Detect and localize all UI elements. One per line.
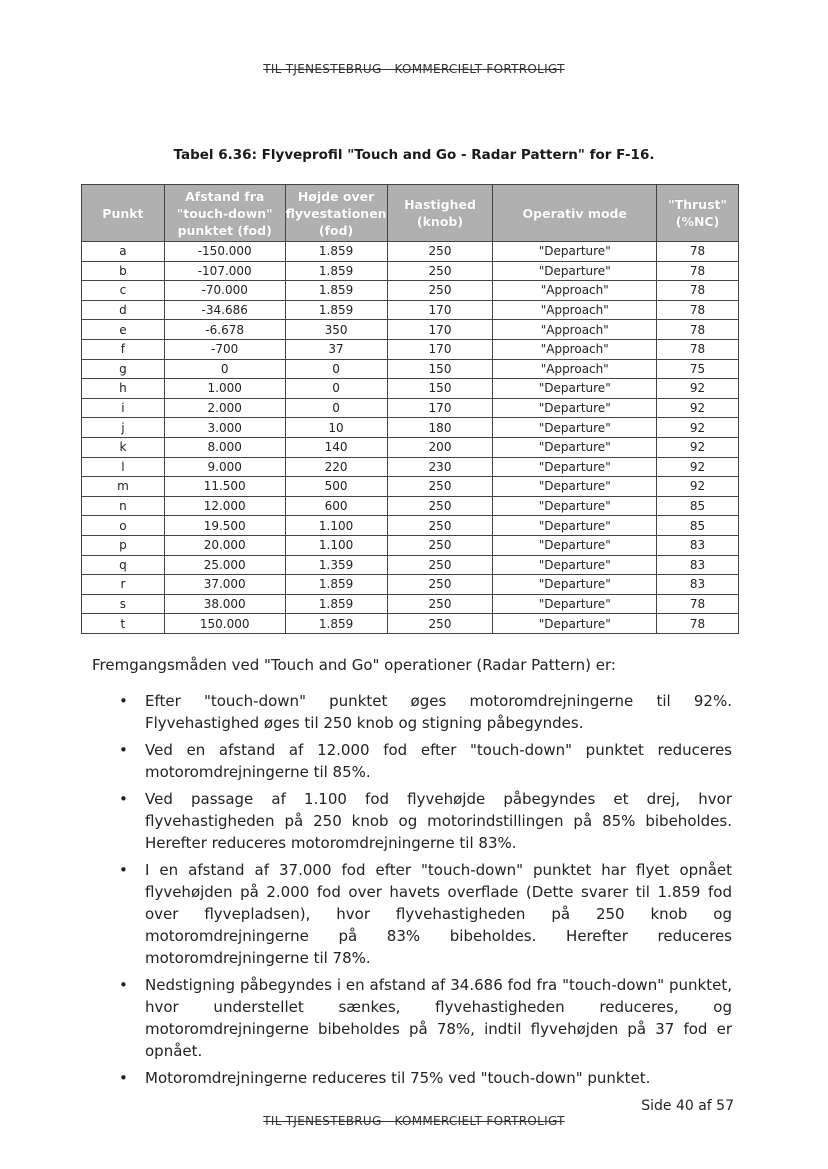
cell-thrust: 92: [657, 457, 739, 477]
cell-hojde: 1.859: [285, 281, 387, 301]
cell-thrust: 83: [657, 575, 739, 595]
cell-hojde: 1.859: [285, 594, 387, 614]
cell-hastighed: 250: [387, 614, 493, 634]
table-row: [82, 496, 739, 516]
cell-hastighed: 150: [387, 359, 493, 379]
cell-punkt: f: [82, 339, 165, 359]
cell-punkt: g: [82, 359, 165, 379]
table-row: [82, 614, 739, 634]
cell-hastighed: 250: [387, 555, 493, 575]
cell-hojde: 600: [285, 496, 387, 516]
cell-operativ-mode: "Departure": [493, 516, 657, 536]
cell-afstand: 38.000: [164, 594, 285, 614]
cell-punkt: n: [82, 496, 165, 516]
cell-hastighed: 180: [387, 418, 493, 438]
cell-operativ-mode: "Departure": [493, 594, 657, 614]
confidentiality-footer: TIL TJENESTEBRUG - KOMMERCIELT FORTROLIGT: [263, 1114, 565, 1128]
cell-thrust: 85: [657, 516, 739, 536]
cell-hastighed: 170: [387, 398, 493, 418]
cell-thrust: 92: [657, 379, 739, 399]
cell-operativ-mode: "Departure": [493, 535, 657, 555]
table-row: [82, 320, 739, 340]
flight-profile-table: [81, 184, 739, 634]
cell-thrust: 78: [657, 614, 739, 634]
cell-thrust: 78: [657, 339, 739, 359]
cell-hojde: 500: [285, 477, 387, 497]
cell-thrust: 92: [657, 418, 739, 438]
cell-afstand: 19.500: [164, 516, 285, 536]
cell-punkt: l: [82, 457, 165, 477]
list-item: [92, 788, 732, 854]
table-row: [82, 516, 739, 536]
cell-afstand: -6.678: [164, 320, 285, 340]
cell-hojde: 350: [285, 320, 387, 340]
bullet-icon: •: [119, 741, 128, 759]
cell-punkt: q: [82, 555, 165, 575]
cell-afstand: 3.000: [164, 418, 285, 438]
cell-thrust: 78: [657, 281, 739, 301]
cell-hastighed: 250: [387, 261, 493, 281]
cell-thrust: 78: [657, 242, 739, 262]
cell-hojde: 1.100: [285, 516, 387, 536]
table-body: [82, 242, 739, 634]
list-item-text: Efter "touch-down" punktet øges motoromdrejningerne til 92%. Flyvehastighed øges til 250 knob og stigning påbegyndes.: [145, 692, 732, 732]
list-item-text: Ved passage af 1.100 fod flyvehøjde påbegyndes et drej, hvor flyvehastigheden på 250 knob og motorindstillingen på 85% bibeholdes. Herefter reduceres motoromdrejningerne til 83%.: [145, 790, 732, 852]
cell-punkt: k: [82, 437, 165, 457]
table-row: [82, 300, 739, 320]
column-header-operativ-mode: Operativ mode: [493, 185, 657, 242]
list-item-text: I en afstand af 37.000 fod efter "touch-down" punktet har flyet opnået flyvehøjden på 2.000 fod over havets overflade (Dette svarer til 1.859 fod over flyvepladsen), hvor flyvehastigheden på 250 knob og motoromdrejningerne på 83% bibeholdes. Herefter reduceres motoromdrejningerne til 78%.: [145, 861, 732, 967]
cell-punkt: p: [82, 535, 165, 555]
cell-hojde: 1.859: [285, 300, 387, 320]
cell-operativ-mode: "Departure": [493, 242, 657, 262]
table-row: [82, 418, 739, 438]
column-header-afstand: Afstand fra "touch-down" punktet (fod): [164, 185, 285, 242]
list-item-text: Nedstigning påbegyndes i en afstand af 34.686 fod fra "touch-down" punktet, hvor understellet sænkes, flyvehastigheden reduceres, og motoromdrejningerne bibeholdes på 78%, indtil flyvehøjden på 37 fod er opnået.: [145, 976, 732, 1060]
bullet-icon: •: [119, 861, 128, 879]
cell-operativ-mode: "Approach": [493, 281, 657, 301]
cell-operativ-mode: "Approach": [493, 320, 657, 340]
cell-thrust: 83: [657, 535, 739, 555]
cell-operativ-mode: "Departure": [493, 398, 657, 418]
cell-thrust: 78: [657, 594, 739, 614]
column-header-thrust: "Thrust" (%NC): [657, 185, 739, 242]
bullet-icon: •: [119, 1069, 128, 1087]
table-row: [82, 281, 739, 301]
table-row: [82, 437, 739, 457]
cell-afstand: 0: [164, 359, 285, 379]
cell-punkt: i: [82, 398, 165, 418]
cell-hojde: 37: [285, 339, 387, 359]
cell-operativ-mode: "Departure": [493, 477, 657, 497]
cell-thrust: 92: [657, 477, 739, 497]
cell-afstand: 9.000: [164, 457, 285, 477]
cell-hojde: 10: [285, 418, 387, 438]
cell-punkt: c: [82, 281, 165, 301]
cell-punkt: r: [82, 575, 165, 595]
cell-thrust: 92: [657, 437, 739, 457]
cell-operativ-mode: "Approach": [493, 359, 657, 379]
cell-punkt: j: [82, 418, 165, 438]
table-row: [82, 242, 739, 262]
cell-hastighed: 250: [387, 477, 493, 497]
page-number: Side 40 af 57: [641, 1098, 734, 1114]
cell-punkt: s: [82, 594, 165, 614]
cell-thrust: 83: [657, 555, 739, 575]
cell-afstand: 2.000: [164, 398, 285, 418]
cell-hojde: 220: [285, 457, 387, 477]
column-header-hojde: Højde over flyvestationen (fod): [285, 185, 387, 242]
cell-hastighed: 250: [387, 281, 493, 301]
cell-hastighed: 170: [387, 300, 493, 320]
list-item: [92, 859, 732, 969]
cell-operativ-mode: "Departure": [493, 437, 657, 457]
bullet-icon: •: [119, 692, 128, 710]
list-item-text: Ved en afstand af 12.000 fod efter "touch-down" punktet reduceres motoromdrejningerne til 85%.: [145, 741, 732, 781]
cell-hastighed: 150: [387, 379, 493, 399]
procedure-list: [92, 690, 732, 1094]
table-row: [82, 261, 739, 281]
table-header-row: [82, 185, 739, 242]
list-item-text: Motoromdrejningerne reduceres til 75% ved "touch-down" punktet.: [145, 1069, 651, 1087]
cell-afstand: -70.000: [164, 281, 285, 301]
cell-afstand: 37.000: [164, 575, 285, 595]
cell-afstand: 12.000: [164, 496, 285, 516]
cell-afstand: -150.000: [164, 242, 285, 262]
cell-hastighed: 250: [387, 242, 493, 262]
cell-hojde: 1.359: [285, 555, 387, 575]
cell-thrust: 92: [657, 398, 739, 418]
table-row: [82, 457, 739, 477]
cell-hastighed: 250: [387, 516, 493, 536]
cell-operativ-mode: "Departure": [493, 575, 657, 595]
table-row: [82, 575, 739, 595]
column-header-hastighed: Hastighed (knob): [387, 185, 493, 242]
cell-punkt: t: [82, 614, 165, 634]
cell-hojde: 0: [285, 359, 387, 379]
cell-afstand: -700: [164, 339, 285, 359]
procedure-intro: Fremgangsmåden ved "Touch and Go" operationer (Radar Pattern) er:: [92, 656, 616, 674]
cell-afstand: 25.000: [164, 555, 285, 575]
cell-hojde: 1.859: [285, 575, 387, 595]
table-caption: Tabel 6.36: Flyveprofil "Touch and Go - Radar Pattern" for F-16.: [173, 147, 655, 163]
cell-hastighed: 250: [387, 594, 493, 614]
cell-operativ-mode: "Departure": [493, 555, 657, 575]
cell-operativ-mode: "Departure": [493, 614, 657, 634]
cell-thrust: 78: [657, 261, 739, 281]
table-row: [82, 379, 739, 399]
table-row: [82, 555, 739, 575]
cell-hastighed: 200: [387, 437, 493, 457]
table-row: [82, 477, 739, 497]
list-item: [92, 739, 732, 783]
cell-punkt: d: [82, 300, 165, 320]
cell-punkt: b: [82, 261, 165, 281]
cell-operativ-mode: "Departure": [493, 379, 657, 399]
list-item: [92, 690, 732, 734]
cell-hojde: 1.859: [285, 261, 387, 281]
table-row: [82, 398, 739, 418]
table-row: [82, 535, 739, 555]
cell-hastighed: 250: [387, 575, 493, 595]
cell-hojde: 1.100: [285, 535, 387, 555]
bullet-icon: •: [119, 976, 128, 994]
cell-hastighed: 250: [387, 496, 493, 516]
cell-thrust: 78: [657, 320, 739, 340]
column-header-punkt: Punkt: [82, 185, 165, 242]
cell-hojde: 0: [285, 398, 387, 418]
cell-punkt: a: [82, 242, 165, 262]
cell-hojde: 1.859: [285, 242, 387, 262]
cell-operativ-mode: "Approach": [493, 300, 657, 320]
cell-thrust: 78: [657, 300, 739, 320]
cell-operativ-mode: "Departure": [493, 496, 657, 516]
cell-thrust: 85: [657, 496, 739, 516]
list-item: [92, 974, 732, 1062]
table-row: [82, 594, 739, 614]
cell-afstand: 150.000: [164, 614, 285, 634]
cell-operativ-mode: "Departure": [493, 418, 657, 438]
cell-operativ-mode: "Departure": [493, 261, 657, 281]
cell-operativ-mode: "Approach": [493, 339, 657, 359]
cell-hastighed: 170: [387, 339, 493, 359]
cell-afstand: 11.500: [164, 477, 285, 497]
cell-afstand: 1.000: [164, 379, 285, 399]
cell-hastighed: 230: [387, 457, 493, 477]
cell-hastighed: 250: [387, 535, 493, 555]
cell-punkt: h: [82, 379, 165, 399]
cell-afstand: -107.000: [164, 261, 285, 281]
cell-afstand: 8.000: [164, 437, 285, 457]
cell-afstand: -34.686: [164, 300, 285, 320]
cell-hastighed: 170: [387, 320, 493, 340]
cell-hojde: 1.859: [285, 614, 387, 634]
cell-punkt: e: [82, 320, 165, 340]
confidentiality-header: TIL TJENESTEBRUG - KOMMERCIELT FORTROLIGT: [263, 62, 565, 76]
cell-thrust: 75: [657, 359, 739, 379]
cell-operativ-mode: "Departure": [493, 457, 657, 477]
cell-hojde: 140: [285, 437, 387, 457]
table-row: [82, 359, 739, 379]
cell-punkt: m: [82, 477, 165, 497]
bullet-icon: •: [119, 790, 128, 808]
list-item: [92, 1067, 732, 1089]
cell-afstand: 20.000: [164, 535, 285, 555]
cell-hojde: 0: [285, 379, 387, 399]
cell-punkt: o: [82, 516, 165, 536]
table-row: [82, 339, 739, 359]
